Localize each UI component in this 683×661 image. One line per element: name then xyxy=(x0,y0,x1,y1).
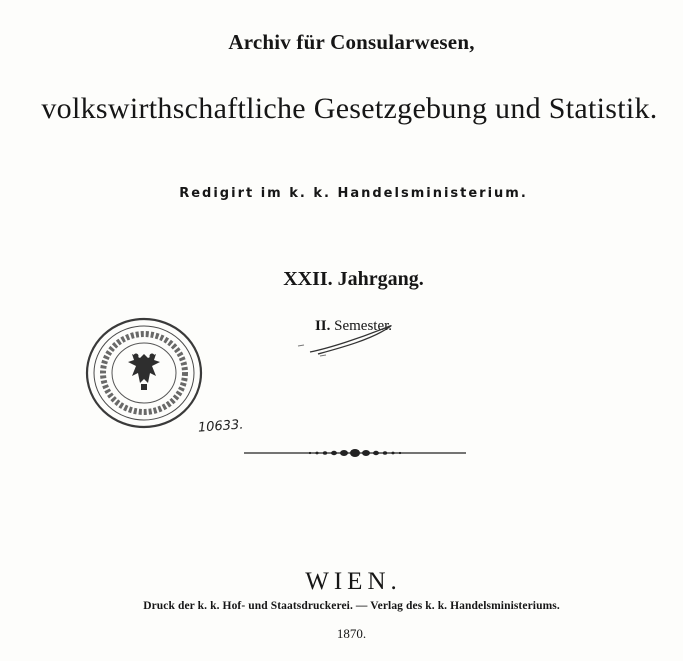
volume-line: XXII. Jahrgang. xyxy=(283,268,424,290)
library-stamp xyxy=(82,314,206,432)
title-line-1: Archiv für Consularwesen, xyxy=(228,30,475,54)
pen-flourish xyxy=(290,318,420,360)
semester-number: II. xyxy=(314,318,331,334)
publication-year: 1870. xyxy=(336,626,367,641)
semester-label: Semester. xyxy=(334,318,393,334)
imprint-line: Druck der k. k. Hof- und Staatsdruckerei. — Verlag des k. k. Handelsministeriums. xyxy=(143,600,560,612)
title-line-2: volkswirthschaftliche Gesetzgebung und Statistik. xyxy=(41,92,658,125)
ornamental-rule xyxy=(244,446,466,460)
place-of-publication: WIEN. xyxy=(305,568,402,595)
handwritten-shelfmark: 10633. xyxy=(197,417,244,436)
editorial-line: Redigirt im k. k. Handelsministerium. xyxy=(179,186,528,201)
double-headed-eagle-icon xyxy=(128,354,160,391)
